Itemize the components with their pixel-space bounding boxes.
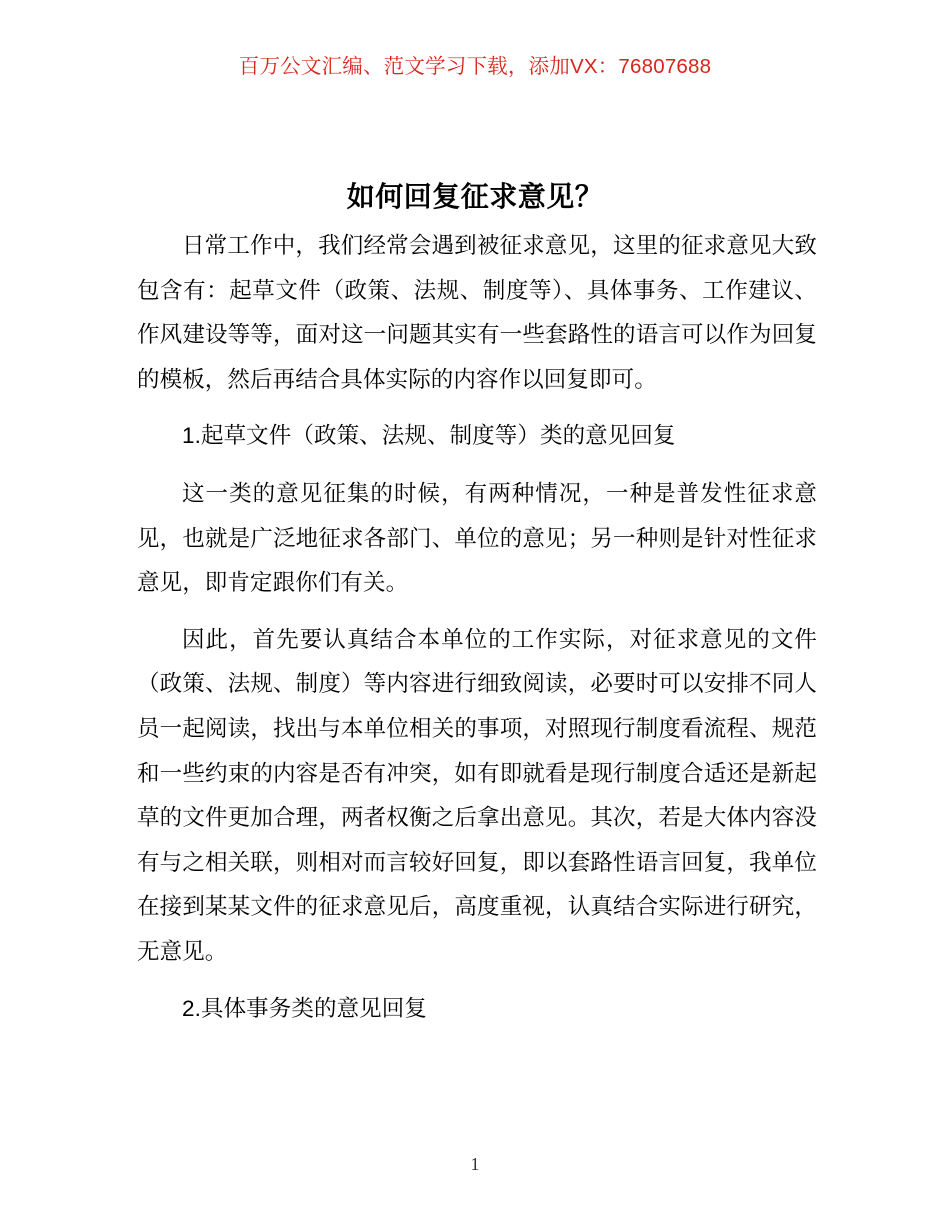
document-body [137, 224, 817, 1031]
body-paragraph-1: 日常工作中，我们经常会遇到被征求意见，这里的征求意见大致包含有：起草文件（政策、法规、制度等）、具体事务、工作建议、作风建设等等，面对这一问题其实有一些套路性的语言可以作为回复的模板，然后再结合具体实际的内容作以回复即可。 [137, 233, 817, 392]
body-paragraph-3: 因此，首先要认真结合本单位的工作实际，对征求意见的文件（政策、法规、制度）等内容进行细致阅读，必要时可以安排不同人员一起阅读，找出与本单位相关的事项，对照现行制度看流程、规范和一些约束的内容是否有冲突，如有即就看是现行制度合适还是新起草的文件更加合理，两者权衡之后拿出意见。其次，若是大体内容没有与之相关联，则相对而言较好回复，即以套路性语言回复，我单位在接到某某文件的征求意见后，高度重视，认真结合实际进行研究，无意见。 [137, 626, 817, 964]
paragraph-spacer [137, 606, 817, 618]
document-title: 如何回复征求意见？ [346, 180, 604, 212]
paragraph-spacer [137, 459, 817, 472]
promo-watermark-header: 百万公文汇编、范文学习下载，添加VX：76807688 [238, 55, 712, 78]
body-paragraph-2: 这一类的意见征集的时候，有两种情况，一种是普发性征求意见，也就是广泛地征求各部门、单位的意见；另一种则是针对性征求意见，即肯定跟你们有关。 [137, 480, 817, 596]
page-number: 1 [470, 1154, 480, 1174]
paragraph-spacer [137, 402, 817, 414]
section-heading-1: 1.起草文件（政策、法规、制度等）类的意见回复 [182, 423, 676, 449]
section-heading-2: 2.具体事务类的意见回复 [182, 995, 427, 1021]
paragraph-spacer [137, 975, 817, 987]
